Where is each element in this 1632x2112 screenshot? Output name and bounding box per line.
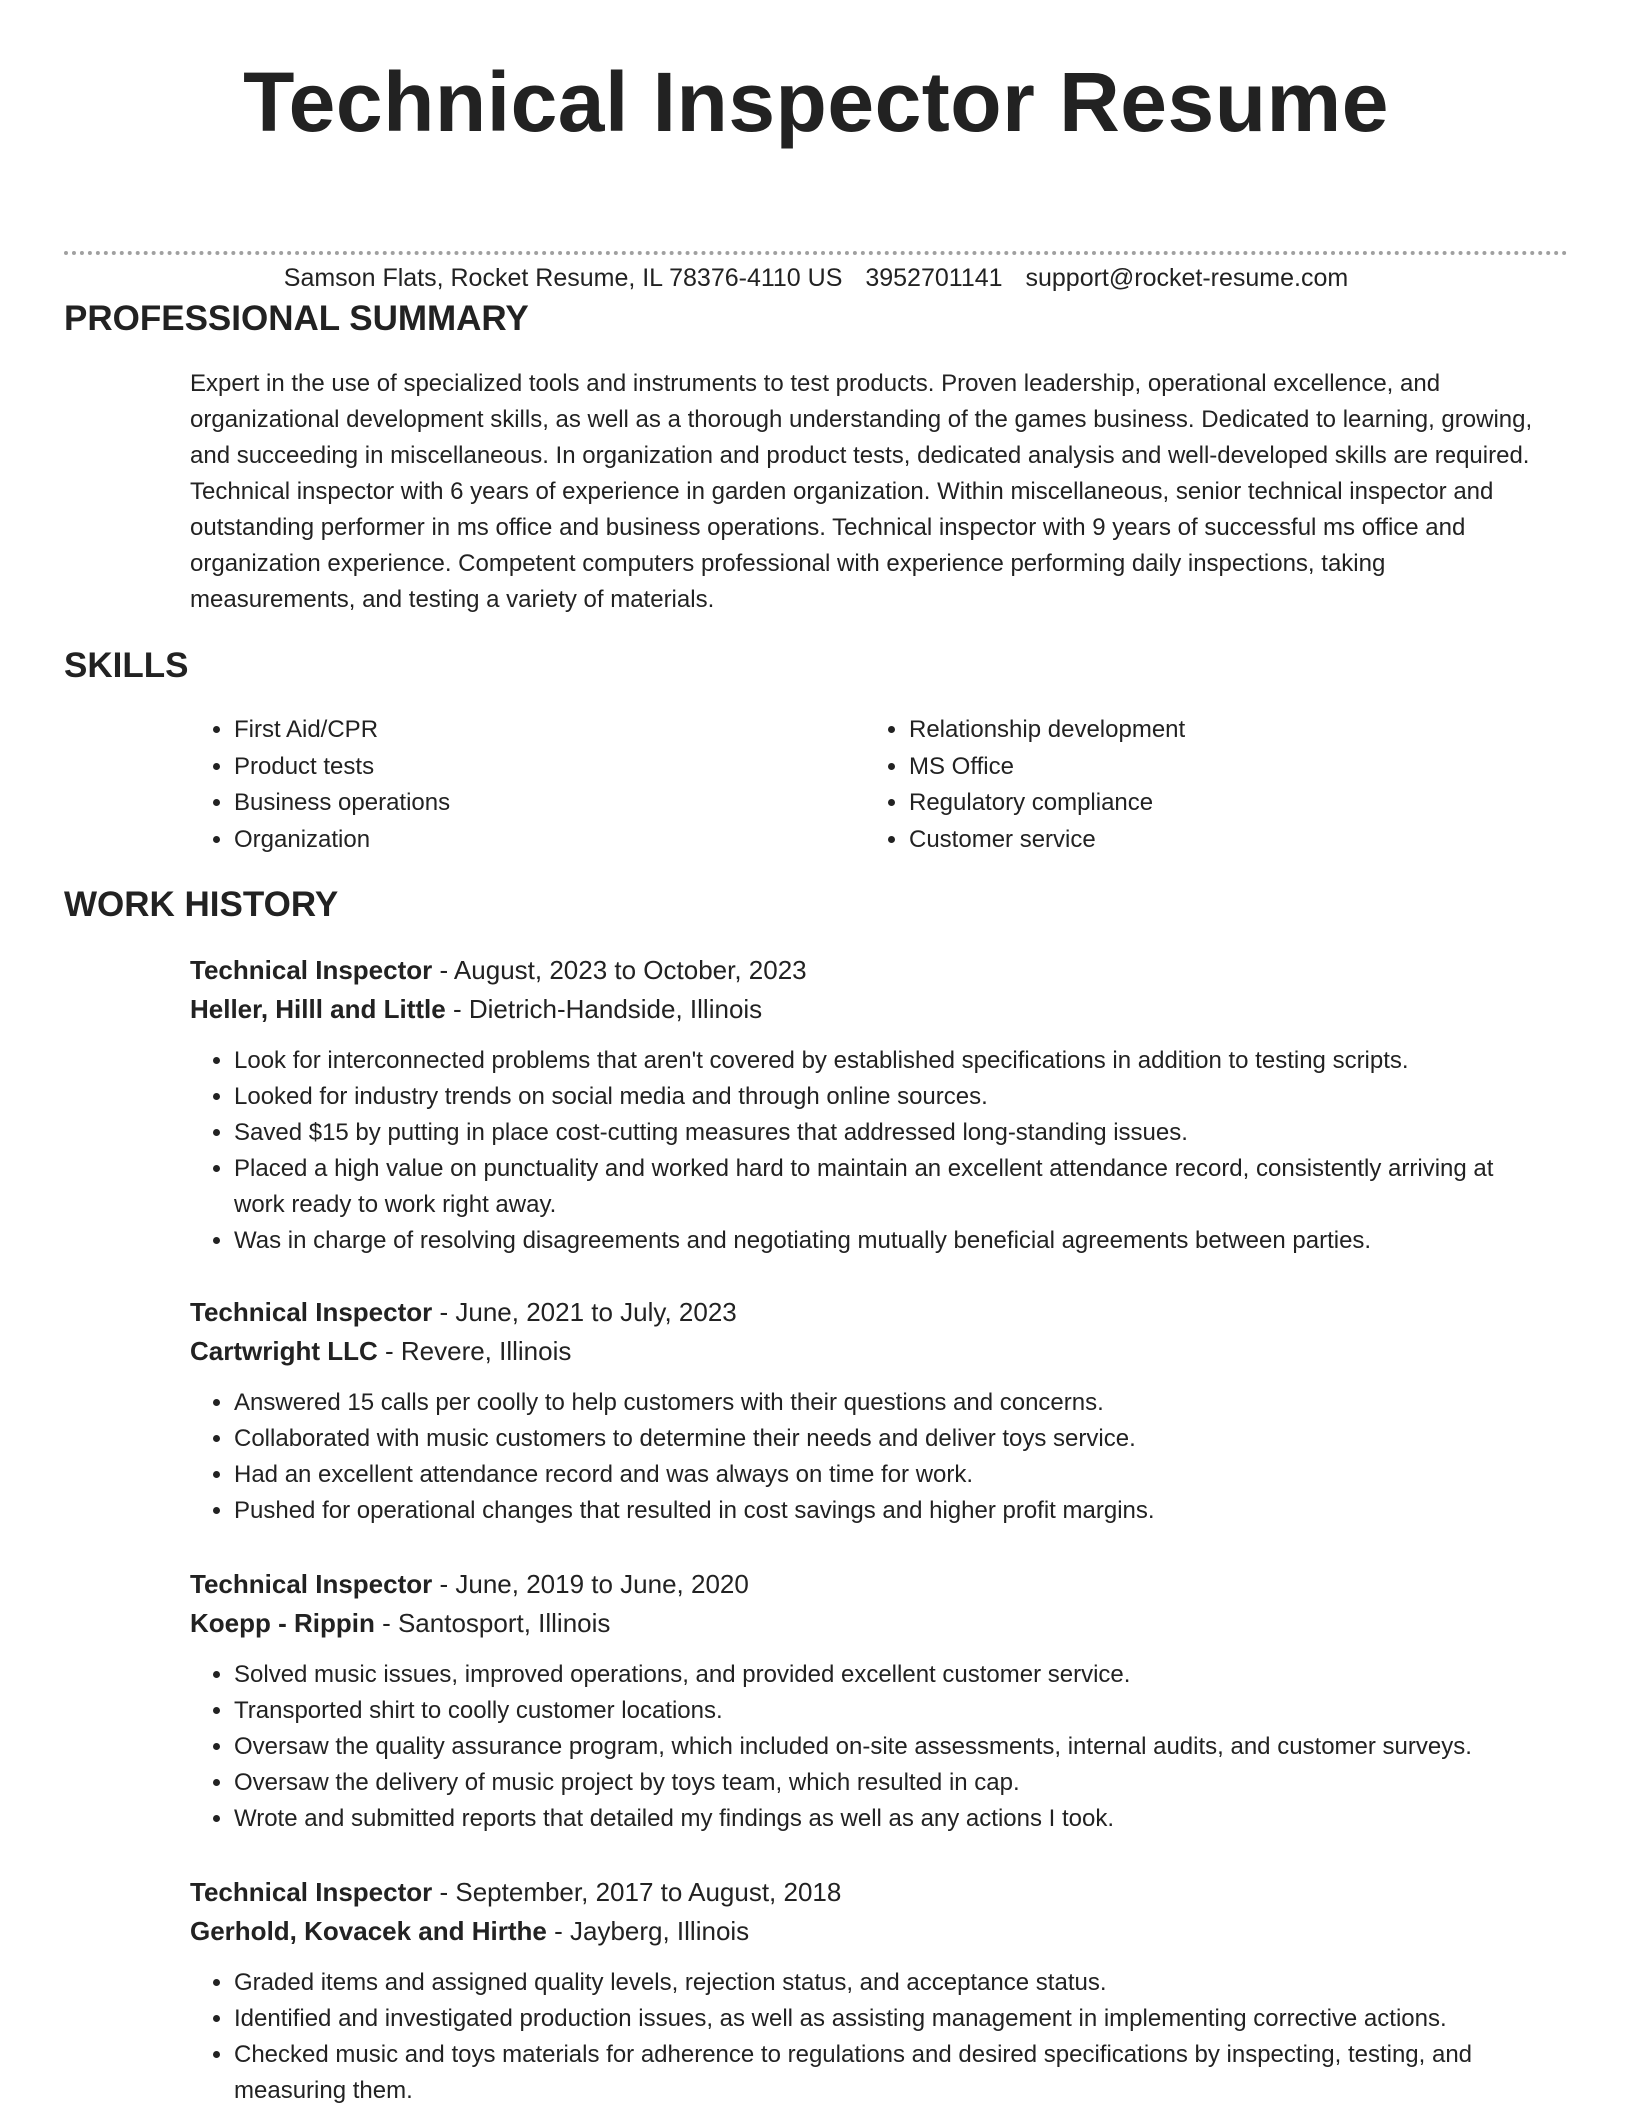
job-title-line (190, 951, 1550, 990)
job-title: Technical Inspector (190, 955, 433, 985)
job-title-line (190, 1873, 1550, 1912)
job-company: Gerhold, Kovacek and Hirthe (190, 1916, 547, 1946)
job-company: Koepp - Rippin (190, 1608, 375, 1638)
skill-item: • Relationship development (909, 712, 1540, 749)
skill-item: • MS Office (909, 749, 1540, 786)
job-bullet: • Wrote and submitted reports that detailed my findings as well as any actions I took. (234, 1801, 1550, 1837)
address-text: Samson Flats, Rocket Resume, IL 78376-4110 US (283, 264, 843, 292)
skills-column-left (190, 712, 865, 858)
job-dates: - September, 2017 to August, 2018 (432, 1877, 842, 1907)
job-dates: - August, 2023 to October, 2023 (432, 955, 807, 985)
job-bullet: • Look for interconnected problems that aren't covered by established specifications in addition to testing scripts. (234, 1043, 1550, 1079)
job-location: - Jayberg, Illinois (546, 1916, 750, 1946)
work-history-heading: WORK HISTORY (64, 885, 339, 924)
job-entry (190, 1565, 1550, 1837)
job-title: Technical Inspector (190, 1877, 433, 1907)
skills-list (190, 712, 1540, 858)
job-title-line (190, 1565, 1550, 1604)
job-company: Cartwright LLC (190, 1336, 378, 1366)
phone-text: 3952701141 (865, 264, 1003, 292)
job-company: Heller, Hilll and Little (190, 994, 446, 1024)
skill-item: • Regulatory compliance (909, 785, 1540, 822)
job-company-line (190, 1912, 1550, 1951)
job-bullet: • Was in charge of resolving disagreements and negotiating mutually beneficial agreements between parties. (234, 1223, 1550, 1259)
skills-column-right (865, 712, 1540, 858)
job-bullets (190, 1657, 1550, 1837)
job-company-line (190, 1604, 1550, 1643)
resume-title: Technical Inspector Resume (243, 55, 1389, 149)
job-entry (190, 1293, 1550, 1529)
job-bullet: • Had an excellent attendance record and was always on time for work. (234, 1457, 1550, 1493)
summary-text: Expert in the use of specialized tools and instruments to test products. Proven leadership, operational excellence, and organizational development skills, as well as a thorough understanding of the games business. Dedicated to learning, growing, and succeeding in miscellaneous. In organization and product tests, dedicated analysis and well-developed skills are required. Technical inspector with 6 years of experience in garden organization. Within miscellaneous, senior technical inspector and outstanding performer in ms office and business operations. Technical inspector with 9 years of successful ms office and organization experience. Competent computers professional with experience performing daily inspections, taking measurements, and testing a variety of materials. (190, 370, 1533, 613)
job-bullets (190, 1385, 1550, 1529)
job-dates: - June, 2019 to June, 2020 (432, 1569, 749, 1599)
job-bullet: • Oversaw the quality assurance program, which included on-site assessments, internal audits, and customer surveys. (234, 1729, 1550, 1765)
job-bullet: • Collaborated with music customers to determine their needs and deliver toys service. (234, 1421, 1550, 1457)
email-text: support@rocket-resume.com (1025, 264, 1349, 292)
job-dates: - June, 2021 to July, 2023 (432, 1297, 737, 1327)
job-company-line (190, 990, 1550, 1029)
skill-item: • Product tests (234, 749, 865, 786)
contact-line (0, 263, 1632, 293)
skill-item: • Business operations (234, 785, 865, 822)
job-location: - Dietrich-Handside, Illinois (445, 994, 763, 1024)
job-bullet: • Placed a high value on punctuality and worked hard to maintain an excellent attendance record, consistently arriving at work ready to work right away. (234, 1151, 1550, 1223)
job-bullet: • Checked music and toys materials for adherence to regulations and desired specifications by inspecting, testing, and measuring them. (234, 2037, 1550, 2109)
summary-heading: PROFESSIONAL SUMMARY (64, 299, 529, 338)
job-location: - Revere, Illinois (377, 1336, 572, 1366)
job-company-line (190, 1332, 1550, 1371)
job-location: - Santosport, Illinois (374, 1608, 611, 1638)
job-bullet: • Looked for industry trends on social media and through online sources. (234, 1079, 1550, 1115)
job-title: Technical Inspector (190, 1569, 433, 1599)
skills-heading: SKILLS (64, 646, 189, 685)
skill-item: • First Aid/CPR (234, 712, 865, 749)
job-bullet: • Identified and investigated production issues, as well as assisting management in implementing corrective actions. (234, 2001, 1550, 2037)
job-bullets (190, 1965, 1550, 2109)
job-bullet: • Saved $15 by putting in place cost-cutting measures that addressed long-standing issues. (234, 1115, 1550, 1151)
job-bullets (190, 1043, 1550, 1259)
job-title-line (190, 1293, 1550, 1332)
job-title: Technical Inspector (190, 1297, 433, 1327)
job-entry (190, 951, 1550, 1259)
header-divider (64, 251, 1568, 255)
job-bullet: • Oversaw the delivery of music project by toys team, which resulted in cap. (234, 1765, 1550, 1801)
job-entry (190, 1873, 1550, 2109)
job-bullet: • Answered 15 calls per coolly to help customers with their questions and concerns. (234, 1385, 1550, 1421)
job-bullet: • Pushed for operational changes that resulted in cost savings and higher profit margins. (234, 1493, 1550, 1529)
job-bullet: • Graded items and assigned quality levels, rejection status, and acceptance status. (234, 1965, 1550, 2001)
job-bullet: • Transported shirt to coolly customer locations. (234, 1693, 1550, 1729)
skill-item: • Customer service (909, 822, 1540, 859)
job-bullet: • Solved music issues, improved operations, and provided excellent customer service. (234, 1657, 1550, 1693)
skill-item: • Organization (234, 822, 865, 859)
